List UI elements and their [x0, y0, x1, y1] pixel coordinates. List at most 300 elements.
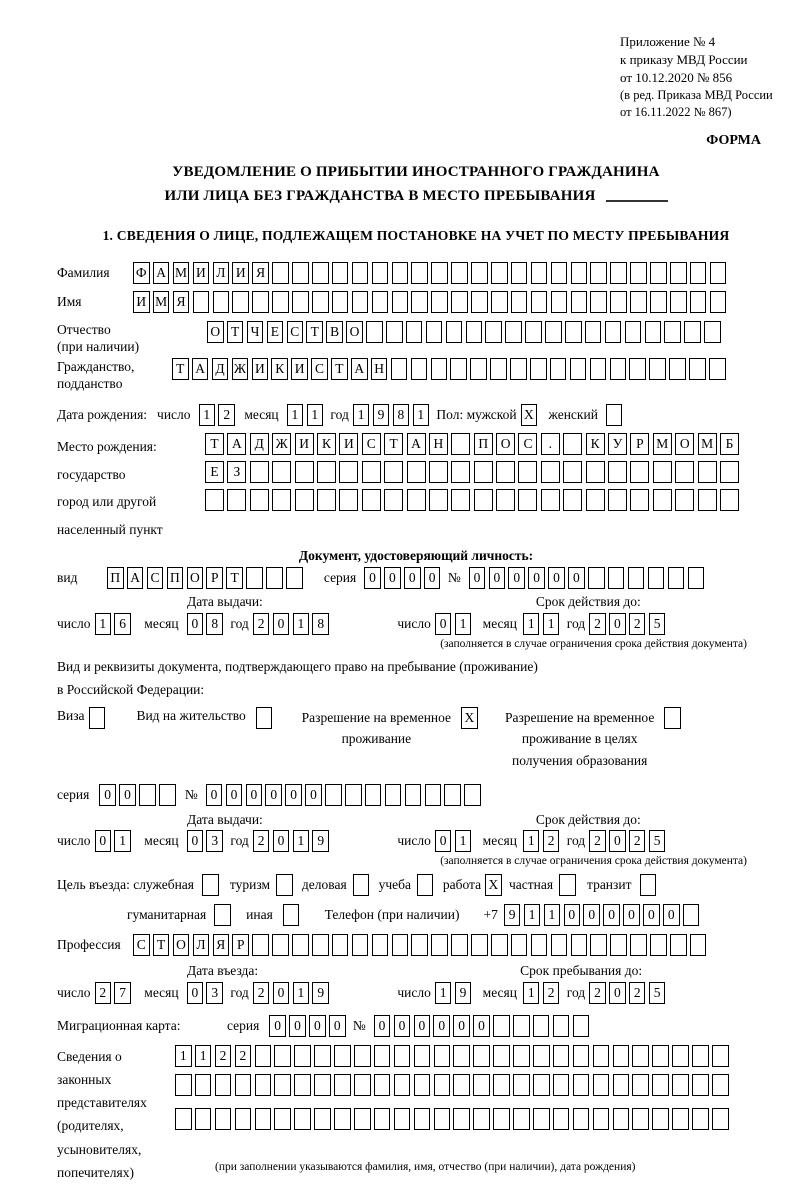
birthplace-cell[interactable]: О	[675, 433, 694, 455]
representatives-cell[interactable]	[453, 1045, 470, 1067]
profession-cell[interactable]	[431, 934, 448, 956]
stay-month-cell[interactable]: 1	[523, 982, 540, 1004]
migration-series-cell[interactable]: 0	[329, 1015, 346, 1037]
representatives-cell[interactable]	[195, 1074, 212, 1096]
representatives-cell[interactable]	[473, 1045, 490, 1067]
profession-cell[interactable]	[332, 934, 349, 956]
surname-cell[interactable]	[531, 262, 548, 284]
residence-number-cell[interactable]	[325, 784, 342, 806]
birthplace-cell[interactable]: П	[474, 433, 493, 455]
profession-cell[interactable]	[451, 934, 468, 956]
birthplace-cell[interactable]: Б	[720, 433, 739, 455]
entry-day-cell[interactable]: 7	[114, 982, 131, 1004]
representatives-cell[interactable]	[434, 1074, 451, 1096]
representatives-cell[interactable]	[692, 1074, 709, 1096]
migration-number-cell[interactable]	[553, 1015, 570, 1037]
patronymic-cell[interactable]	[505, 321, 522, 343]
representatives-cell[interactable]	[513, 1045, 530, 1067]
citizenship-cell[interactable]	[590, 358, 607, 380]
representatives-cell[interactable]	[175, 1074, 192, 1096]
name-cell[interactable]	[571, 291, 588, 313]
patronymic-cell[interactable]	[664, 321, 681, 343]
birth-year-cell[interactable]: 1	[353, 404, 370, 426]
surname-cell[interactable]	[332, 262, 349, 284]
patronymic-cell[interactable]	[704, 321, 721, 343]
representatives-cell[interactable]	[274, 1108, 291, 1130]
profession-cell[interactable]	[610, 934, 627, 956]
citizenship-cell[interactable]	[450, 358, 467, 380]
patronymic-cell[interactable]: Т	[227, 321, 244, 343]
representatives-cell[interactable]	[613, 1108, 630, 1130]
surname-cell[interactable]: Ф	[133, 262, 150, 284]
surname-cell[interactable]: Я	[252, 262, 269, 284]
residence-series-cell[interactable]: 0	[119, 784, 136, 806]
representatives-cell[interactable]	[394, 1108, 411, 1130]
representatives-cell[interactable]	[235, 1108, 252, 1130]
representatives-cell[interactable]	[692, 1045, 709, 1067]
surname-cell[interactable]	[312, 262, 329, 284]
birthplace-cell[interactable]	[586, 461, 605, 483]
purpose-study-checkbox[interactable]	[417, 874, 434, 896]
patronymic-cell[interactable]	[406, 321, 423, 343]
profession-cell[interactable]	[272, 934, 289, 956]
birthplace-cell[interactable]	[720, 489, 739, 511]
doc-series-cell[interactable]: 0	[384, 567, 401, 589]
surname-cell[interactable]: М	[173, 262, 190, 284]
representatives-cell[interactable]	[672, 1074, 689, 1096]
profession-cell[interactable]	[292, 934, 309, 956]
birthplace-cell[interactable]	[362, 489, 381, 511]
birthplace-cell[interactable]	[339, 489, 358, 511]
citizenship-cell[interactable]: И	[291, 358, 308, 380]
patronymic-cell[interactable]	[545, 321, 562, 343]
entry-day-cell[interactable]: 2	[95, 982, 112, 1004]
representatives-cell[interactable]	[314, 1045, 331, 1067]
representatives-cell[interactable]	[453, 1108, 470, 1130]
birthplace-cell[interactable]: А	[227, 433, 246, 455]
profession-cell[interactable]	[252, 934, 269, 956]
name-cell[interactable]	[431, 291, 448, 313]
surname-cell[interactable]	[511, 262, 528, 284]
profession-cell[interactable]: С	[133, 934, 150, 956]
birthplace-cell[interactable]	[250, 461, 269, 483]
residence-valid-day-cell[interactable]: 1	[455, 830, 472, 852]
name-cell[interactable]	[471, 291, 488, 313]
birthplace-cell[interactable]	[698, 489, 717, 511]
doc-valid-year-cell[interactable]: 2	[629, 613, 646, 635]
migration-number-cell[interactable]	[493, 1015, 510, 1037]
purpose-official-checkbox[interactable]	[202, 874, 219, 896]
birth-year-cell[interactable]: 8	[393, 404, 410, 426]
name-cell[interactable]	[372, 291, 389, 313]
residence-number-cell[interactable]: 0	[285, 784, 302, 806]
birthplace-cell[interactable]	[384, 489, 403, 511]
profession-cell[interactable]: Р	[232, 934, 249, 956]
residence-number-cell[interactable]	[425, 784, 442, 806]
profession-cell[interactable]	[372, 934, 389, 956]
birthplace-cell[interactable]	[451, 433, 470, 455]
residence-number-cell[interactable]: 0	[206, 784, 223, 806]
birthplace-cell[interactable]	[563, 461, 582, 483]
residence-number-cell[interactable]: 0	[226, 784, 243, 806]
phone-cell[interactable]: 0	[603, 904, 620, 926]
representatives-cell[interactable]	[672, 1108, 689, 1130]
doc-valid-year-cell[interactable]: 5	[649, 613, 666, 635]
profession-cell[interactable]	[670, 934, 687, 956]
birthplace-cell[interactable]: Т	[384, 433, 403, 455]
representatives-cell[interactable]	[712, 1074, 729, 1096]
doc-issue-day-cell[interactable]: 1	[95, 613, 112, 635]
profession-cell[interactable]	[690, 934, 707, 956]
birthplace-cell[interactable]: Р	[630, 433, 649, 455]
citizenship-cell[interactable]	[411, 358, 428, 380]
birthplace-cell[interactable]: У	[608, 433, 627, 455]
representatives-cell[interactable]	[414, 1045, 431, 1067]
residence-permit-checkbox[interactable]	[256, 707, 273, 729]
representatives-cell[interactable]	[553, 1045, 570, 1067]
purpose-private-checkbox[interactable]	[559, 874, 576, 896]
migration-number-cell[interactable]	[533, 1015, 550, 1037]
representatives-cell[interactable]	[255, 1045, 272, 1067]
residence-valid-year-cell[interactable]: 2	[589, 830, 606, 852]
birthplace-cell[interactable]	[407, 489, 426, 511]
doc-number-cell[interactable]	[648, 567, 665, 589]
patronymic-cell[interactable]: В	[326, 321, 343, 343]
residence-valid-year-cell[interactable]: 5	[649, 830, 666, 852]
visa-checkbox[interactable]	[89, 707, 106, 729]
citizenship-cell[interactable]	[629, 358, 646, 380]
representatives-cell[interactable]	[453, 1074, 470, 1096]
surname-cell[interactable]: А	[153, 262, 170, 284]
birthplace-cell[interactable]: Н	[429, 433, 448, 455]
doc-number-cell[interactable]: 0	[548, 567, 565, 589]
doc-valid-day-cell[interactable]: 0	[435, 613, 452, 635]
name-cell[interactable]: М	[153, 291, 170, 313]
representatives-cell[interactable]	[314, 1074, 331, 1096]
doc-issue-year-cell[interactable]: 8	[312, 613, 329, 635]
citizenship-cell[interactable]: С	[311, 358, 328, 380]
profession-cell[interactable]: Т	[153, 934, 170, 956]
representatives-cell[interactable]	[632, 1045, 649, 1067]
citizenship-cell[interactable]: И	[252, 358, 269, 380]
patronymic-cell[interactable]: Ч	[247, 321, 264, 343]
birthplace-cell[interactable]	[586, 489, 605, 511]
representatives-cell[interactable]	[493, 1108, 510, 1130]
patronymic-cell[interactable]	[625, 321, 642, 343]
name-cell[interactable]	[630, 291, 647, 313]
representatives-cell[interactable]	[513, 1074, 530, 1096]
phone-cell[interactable]: 0	[564, 904, 581, 926]
birthplace-cell[interactable]	[250, 489, 269, 511]
name-cell[interactable]	[292, 291, 309, 313]
name-cell[interactable]	[272, 291, 289, 313]
patronymic-cell[interactable]	[466, 321, 483, 343]
citizenship-cell[interactable]	[391, 358, 408, 380]
purpose-work-checkbox[interactable]: X	[485, 874, 502, 896]
representatives-cell[interactable]	[573, 1045, 590, 1067]
doc-number-cell[interactable]: 0	[568, 567, 585, 589]
doc-valid-month-cell[interactable]: 1	[523, 613, 540, 635]
birthplace-cell[interactable]	[496, 461, 515, 483]
citizenship-cell[interactable]	[530, 358, 547, 380]
residence-issue-year-cell[interactable]: 9	[312, 830, 329, 852]
birth-year-cell[interactable]: 1	[413, 404, 430, 426]
profession-cell[interactable]	[551, 934, 568, 956]
doc-type-cell[interactable]: О	[187, 567, 204, 589]
citizenship-cell[interactable]: Ж	[232, 358, 249, 380]
phone-cell[interactable]: 0	[623, 904, 640, 926]
patronymic-cell[interactable]	[485, 321, 502, 343]
representatives-cell[interactable]	[255, 1074, 272, 1096]
representatives-cell[interactable]: 1	[175, 1045, 192, 1067]
representatives-cell[interactable]	[613, 1045, 630, 1067]
surname-cell[interactable]	[372, 262, 389, 284]
patronymic-cell[interactable]	[366, 321, 383, 343]
surname-cell[interactable]	[451, 262, 468, 284]
stay-year-cell[interactable]: 2	[589, 982, 606, 1004]
birthplace-cell[interactable]	[541, 461, 560, 483]
doc-issue-year-cell[interactable]: 2	[253, 613, 270, 635]
residence-series-cell[interactable]	[139, 784, 156, 806]
birthplace-cell[interactable]	[474, 461, 493, 483]
patronymic-cell[interactable]	[565, 321, 582, 343]
residence-valid-year-cell[interactable]: 2	[629, 830, 646, 852]
surname-cell[interactable]	[710, 262, 727, 284]
representatives-cell[interactable]	[434, 1108, 451, 1130]
representatives-cell[interactable]	[294, 1074, 311, 1096]
doc-number-cell[interactable]: 0	[508, 567, 525, 589]
surname-cell[interactable]	[292, 262, 309, 284]
patronymic-cell[interactable]: Е	[267, 321, 284, 343]
representatives-cell[interactable]	[513, 1108, 530, 1130]
doc-number-cell[interactable]: 0	[469, 567, 486, 589]
representatives-cell[interactable]	[334, 1074, 351, 1096]
birthplace-cell[interactable]	[362, 461, 381, 483]
citizenship-cell[interactable]	[610, 358, 627, 380]
representatives-cell[interactable]	[354, 1108, 371, 1130]
representatives-cell[interactable]	[374, 1045, 391, 1067]
representatives-cell[interactable]	[632, 1108, 649, 1130]
patronymic-cell[interactable]: О	[207, 321, 224, 343]
representatives-cell[interactable]	[573, 1074, 590, 1096]
representatives-cell[interactable]	[294, 1108, 311, 1130]
birthplace-cell[interactable]: А	[407, 433, 426, 455]
patronymic-cell[interactable]: О	[346, 321, 363, 343]
stay-year-cell[interactable]: 5	[649, 982, 666, 1004]
patronymic-cell[interactable]	[684, 321, 701, 343]
patronymic-cell[interactable]: Т	[306, 321, 323, 343]
birthplace-cell[interactable]: И	[295, 433, 314, 455]
sex-male-checkbox[interactable]: X	[521, 404, 538, 426]
birthplace-cell[interactable]	[675, 489, 694, 511]
sex-female-checkbox[interactable]	[606, 404, 623, 426]
representatives-cell[interactable]	[593, 1108, 610, 1130]
birthplace-cell[interactable]	[474, 489, 493, 511]
representatives-cell[interactable]	[334, 1108, 351, 1130]
birthplace-cell[interactable]: Ж	[272, 433, 291, 455]
residence-number-cell[interactable]: 0	[305, 784, 322, 806]
surname-cell[interactable]	[352, 262, 369, 284]
name-cell[interactable]	[531, 291, 548, 313]
citizenship-cell[interactable]: А	[351, 358, 368, 380]
citizenship-cell[interactable]: Т	[172, 358, 189, 380]
birthplace-cell[interactable]: К	[317, 433, 336, 455]
birthplace-cell[interactable]: .	[541, 433, 560, 455]
birthplace-cell[interactable]	[295, 461, 314, 483]
representatives-cell[interactable]	[652, 1108, 669, 1130]
name-cell[interactable]: И	[133, 291, 150, 313]
doc-type-cell[interactable]: Т	[226, 567, 243, 589]
migration-number-cell[interactable]: 0	[394, 1015, 411, 1037]
doc-series-cell[interactable]: 0	[404, 567, 421, 589]
representatives-cell[interactable]	[652, 1045, 669, 1067]
migration-number-cell[interactable]	[513, 1015, 530, 1037]
citizenship-cell[interactable]	[570, 358, 587, 380]
doc-type-cell[interactable]: П	[167, 567, 184, 589]
representatives-cell[interactable]	[652, 1074, 669, 1096]
representatives-cell[interactable]	[632, 1074, 649, 1096]
birthplace-cell[interactable]	[653, 489, 672, 511]
doc-valid-year-cell[interactable]: 2	[589, 613, 606, 635]
migration-number-cell[interactable]: 0	[453, 1015, 470, 1037]
surname-cell[interactable]	[272, 262, 289, 284]
name-cell[interactable]	[392, 291, 409, 313]
representatives-cell[interactable]	[274, 1074, 291, 1096]
migration-number-cell[interactable]	[573, 1015, 590, 1037]
representatives-cell[interactable]	[175, 1108, 192, 1130]
birthplace-cell[interactable]	[429, 461, 448, 483]
doc-number-cell[interactable]	[668, 567, 685, 589]
birthplace-cell[interactable]	[608, 489, 627, 511]
birthplace-cell[interactable]: С	[518, 433, 537, 455]
citizenship-cell[interactable]	[689, 358, 706, 380]
birthplace-cell[interactable]	[451, 489, 470, 511]
migration-number-cell[interactable]: 0	[473, 1015, 490, 1037]
profession-cell[interactable]: О	[173, 934, 190, 956]
stay-year-cell[interactable]: 2	[629, 982, 646, 1004]
representatives-cell[interactable]	[414, 1074, 431, 1096]
profession-cell[interactable]	[312, 934, 329, 956]
doc-issue-year-cell[interactable]: 0	[273, 613, 290, 635]
stay-day-cell[interactable]: 1	[435, 982, 452, 1004]
representatives-cell[interactable]	[195, 1108, 212, 1130]
name-cell[interactable]	[670, 291, 687, 313]
surname-cell[interactable]: Л	[213, 262, 230, 284]
entry-year-cell[interactable]: 1	[293, 982, 310, 1004]
representatives-cell[interactable]	[533, 1045, 550, 1067]
birthplace-cell[interactable]: З	[227, 461, 246, 483]
stay-day-cell[interactable]: 9	[455, 982, 472, 1004]
name-cell[interactable]: Я	[173, 291, 190, 313]
birthplace-cell[interactable]	[429, 489, 448, 511]
patronymic-cell[interactable]	[525, 321, 542, 343]
citizenship-cell[interactable]	[550, 358, 567, 380]
residence-valid-month-cell[interactable]: 2	[543, 830, 560, 852]
representatives-cell[interactable]	[553, 1108, 570, 1130]
name-cell[interactable]	[411, 291, 428, 313]
representatives-cell[interactable]	[215, 1108, 232, 1130]
entry-year-cell[interactable]: 0	[273, 982, 290, 1004]
profession-cell[interactable]	[590, 934, 607, 956]
representatives-cell[interactable]	[593, 1045, 610, 1067]
residence-number-cell[interactable]	[385, 784, 402, 806]
citizenship-cell[interactable]: К	[271, 358, 288, 380]
representatives-cell[interactable]	[533, 1074, 550, 1096]
phone-cell[interactable]: 1	[524, 904, 541, 926]
migration-number-cell[interactable]: 0	[374, 1015, 391, 1037]
representatives-cell[interactable]	[235, 1074, 252, 1096]
doc-number-cell[interactable]	[588, 567, 605, 589]
birthplace-cell[interactable]: С	[362, 433, 381, 455]
name-cell[interactable]	[650, 291, 667, 313]
profession-cell[interactable]	[411, 934, 428, 956]
citizenship-cell[interactable]: Т	[331, 358, 348, 380]
surname-cell[interactable]	[590, 262, 607, 284]
surname-cell[interactable]: И	[232, 262, 249, 284]
representatives-cell[interactable]	[354, 1074, 371, 1096]
birthplace-cell[interactable]	[541, 489, 560, 511]
name-cell[interactable]	[551, 291, 568, 313]
birthplace-cell[interactable]: О	[496, 433, 515, 455]
representatives-cell[interactable]	[593, 1074, 610, 1096]
doc-issue-year-cell[interactable]: 1	[293, 613, 310, 635]
representatives-cell[interactable]	[434, 1045, 451, 1067]
surname-cell[interactable]	[471, 262, 488, 284]
birthplace-cell[interactable]: Д	[250, 433, 269, 455]
representatives-cell[interactable]	[394, 1074, 411, 1096]
profession-cell[interactable]	[511, 934, 528, 956]
birthplace-cell[interactable]	[563, 433, 582, 455]
representatives-cell[interactable]	[553, 1074, 570, 1096]
residence-series-cell[interactable]	[159, 784, 176, 806]
birthplace-cell[interactable]	[272, 489, 291, 511]
representatives-cell[interactable]	[374, 1108, 391, 1130]
surname-cell[interactable]	[650, 262, 667, 284]
name-cell[interactable]	[352, 291, 369, 313]
representatives-cell[interactable]	[672, 1045, 689, 1067]
birthplace-cell[interactable]	[384, 461, 403, 483]
stay-year-cell[interactable]: 0	[609, 982, 626, 1004]
doc-type-cell[interactable]: А	[127, 567, 144, 589]
representatives-cell[interactable]: 1	[195, 1045, 212, 1067]
entry-month-cell[interactable]: 3	[206, 982, 223, 1004]
name-cell[interactable]	[690, 291, 707, 313]
citizenship-cell[interactable]	[431, 358, 448, 380]
birth-month-cell[interactable]: 1	[307, 404, 324, 426]
residence-number-cell[interactable]: 0	[265, 784, 282, 806]
representatives-cell[interactable]	[573, 1108, 590, 1130]
name-cell[interactable]	[610, 291, 627, 313]
representatives-cell[interactable]	[712, 1045, 729, 1067]
profession-cell[interactable]: Я	[213, 934, 230, 956]
representatives-cell[interactable]	[215, 1074, 232, 1096]
birthplace-cell[interactable]: Е	[205, 461, 224, 483]
name-cell[interactable]	[232, 291, 249, 313]
patronymic-cell[interactable]	[386, 321, 403, 343]
migration-series-cell[interactable]: 0	[289, 1015, 306, 1037]
patronymic-cell[interactable]	[446, 321, 463, 343]
phone-cell[interactable]: 9	[504, 904, 521, 926]
name-cell[interactable]	[213, 291, 230, 313]
representatives-cell[interactable]: 2	[235, 1045, 252, 1067]
surname-cell[interactable]	[491, 262, 508, 284]
birthplace-cell[interactable]	[518, 489, 537, 511]
doc-type-cell[interactable]: Р	[206, 567, 223, 589]
representatives-cell[interactable]	[374, 1074, 391, 1096]
residence-number-cell[interactable]	[405, 784, 422, 806]
doc-number-cell[interactable]	[628, 567, 645, 589]
entry-year-cell[interactable]: 9	[312, 982, 329, 1004]
